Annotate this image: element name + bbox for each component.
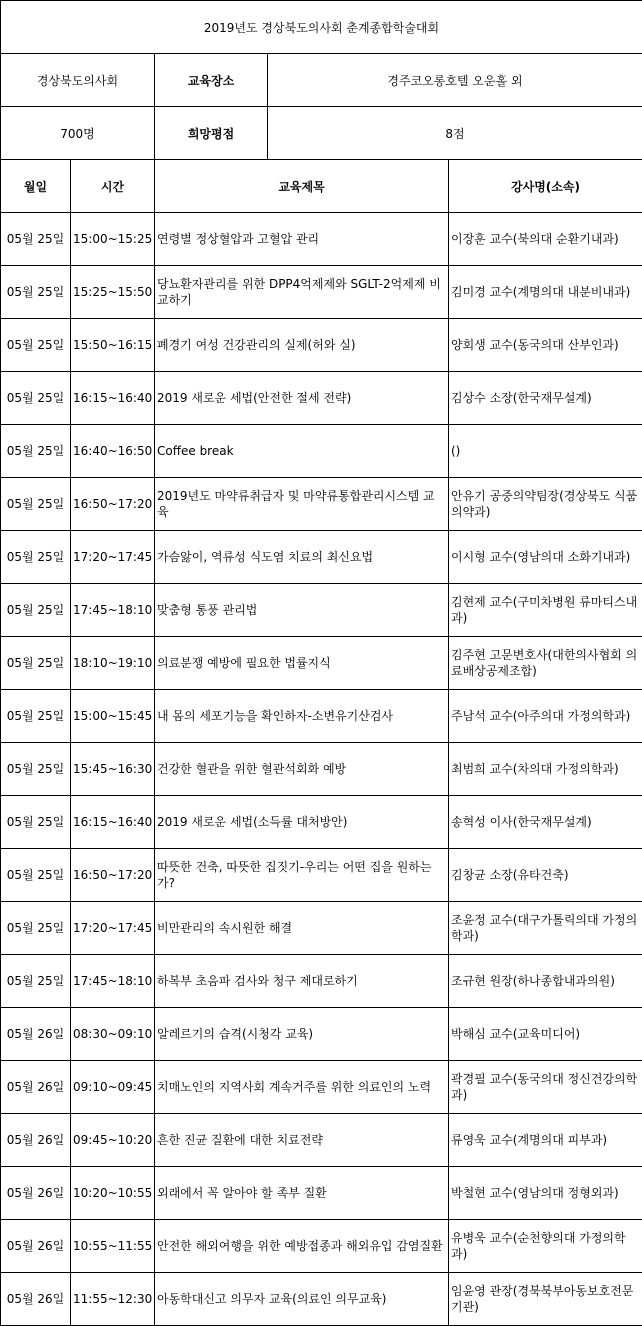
table-row [1, 1114, 642, 1167]
table-row [1, 1273, 642, 1326]
row-lecturer: 류영욱 교수(계명의대 피부과) [449, 1114, 642, 1167]
table-row [1, 584, 642, 637]
row-lecturer: 안유기 공중의약팀장(경상북도 식품의약과) [449, 478, 642, 531]
table-row [1, 955, 642, 1008]
row-time: 16:40~16:50 [71, 425, 155, 478]
table-row [1, 372, 642, 425]
row-subject: 외래에서 꼭 알아야 할 족부 질환 [155, 1167, 449, 1220]
row-date: 05월 25일 [1, 690, 71, 743]
row-time: 16:15~16:40 [71, 372, 155, 425]
header-time: 시간 [71, 160, 155, 213]
table-row [1, 319, 642, 372]
table-row [1, 1167, 642, 1220]
row-subject: 당뇨환자관리를 위한 DPP4억제제와 SGLT-2억제제 비교하기 [155, 266, 449, 319]
row-time: 11:55~12:30 [71, 1273, 155, 1326]
row-lecturer: 양회생 교수(동국의대 산부인과) [449, 319, 642, 372]
row-subject: 따뜻한 건축, 따뜻한 집짓기-우리는 어떤 집을 원하는가? [155, 849, 449, 902]
header-lecturer: 강사명(소속) [449, 160, 642, 213]
row-subject: 흔한 진균 질환에 대한 치료전략 [155, 1114, 449, 1167]
row-time: 17:45~18:10 [71, 955, 155, 1008]
table-row [1, 425, 642, 478]
row-time: 17:45~18:10 [71, 584, 155, 637]
header-date: 월일 [1, 160, 71, 213]
row-subject: 건강한 혈관을 위한 혈관석회화 예방 [155, 743, 449, 796]
row-subject: 의료분쟁 예방에 필요한 법률지식 [155, 637, 449, 690]
row-subject: 내 몸의 세포기능을 확인하자-소변유기산검사 [155, 690, 449, 743]
row-subject: 맞춤형 통풍 관리법 [155, 584, 449, 637]
score-value: 8점 [268, 107, 642, 160]
row-date: 05월 25일 [1, 796, 71, 849]
table-row [1, 213, 642, 266]
table-row [1, 637, 642, 690]
row-lecturer: 이장훈 교수(북의대 순환기내과) [449, 213, 642, 266]
table-row [1, 478, 642, 531]
row-lecturer: 임윤영 관장(경북북부아동보호전문기관) [449, 1273, 642, 1326]
row-subject: 아동학대신고 의무자 교육(의료인 의무교육) [155, 1273, 449, 1326]
row-subject: Coffee break [155, 425, 449, 478]
row-lecturer: 조규현 원장(하나종합내과의원) [449, 955, 642, 1008]
row-date: 05월 25일 [1, 584, 71, 637]
row-subject: 2019 새로운 세법(소득률 대처방안) [155, 796, 449, 849]
place-value: 경주코오롱호텔 오운홀 외 [268, 54, 642, 107]
row-lecturer: 박철현 교수(영남의대 정형외과) [449, 1167, 642, 1220]
row-time: 15:00~15:45 [71, 690, 155, 743]
row-time: 08:30~09:10 [71, 1008, 155, 1061]
table-row [1, 1008, 642, 1061]
row-date: 05월 25일 [1, 425, 71, 478]
row-lecturer: 송혁성 이사(한국재무설계) [449, 796, 642, 849]
row-time: 17:20~17:45 [71, 902, 155, 955]
score-label: 희망평점 [155, 107, 268, 160]
row-time: 16:50~17:20 [71, 478, 155, 531]
row-subject: 2019년도 마약류취급자 및 마약류통합관리시스템 교육 [155, 478, 449, 531]
row-lecturer: 김창균 소장(유타건축) [449, 849, 642, 902]
row-subject: 폐경기 여성 건강관리의 실제(허와 실) [155, 319, 449, 372]
row-date: 05월 25일 [1, 955, 71, 1008]
row-time: 15:25~15:50 [71, 266, 155, 319]
row-time: 10:20~10:55 [71, 1167, 155, 1220]
place-label: 교육장소 [155, 54, 268, 107]
table-row [1, 531, 642, 584]
row-subject: 안전한 해외여행을 위한 예방접종과 해외유입 감염질환 [155, 1220, 449, 1273]
row-date: 05월 26일 [1, 1167, 71, 1220]
row-lecturer: 최범희 교수(차의대 가정의학과) [449, 743, 642, 796]
row-lecturer: () [449, 425, 642, 478]
row-date: 05월 26일 [1, 1273, 71, 1326]
row-subject: 치매노인의 지역사회 계속거주를 위한 의료인의 노력 [155, 1061, 449, 1114]
row-lecturer: 김주현 고문변호사(대한의사협회 의료배상공제조합) [449, 637, 642, 690]
table-row [1, 902, 642, 955]
row-lecturer: 곽경필 교수(동국의대 정신건강의학과) [449, 1061, 642, 1114]
table-header-row [1, 160, 642, 213]
row-time: 17:20~17:45 [71, 531, 155, 584]
row-subject: 알레르기의 습격(시청각 교육) [155, 1008, 449, 1061]
row-lecturer: 김미경 교수(계명의대 내분비내과) [449, 266, 642, 319]
row-time: 09:45~10:20 [71, 1114, 155, 1167]
row-date: 05월 25일 [1, 902, 71, 955]
row-date: 05월 25일 [1, 266, 71, 319]
row-time: 10:55~11:55 [71, 1220, 155, 1273]
row-lecturer: 김상수 소장(한국재무설계) [449, 372, 642, 425]
table-row [1, 690, 642, 743]
table-row [1, 1220, 642, 1273]
row-subject: 연령별 정상혈압과 고혈압 관리 [155, 213, 449, 266]
table-row [1, 266, 642, 319]
row-time: 15:00~15:25 [71, 213, 155, 266]
table-row [1, 743, 642, 796]
row-date: 05월 25일 [1, 319, 71, 372]
row-date: 05월 26일 [1, 1008, 71, 1061]
row-lecturer: 김현제 교수(구미차병원 류마티스내과) [449, 584, 642, 637]
row-date: 05월 25일 [1, 531, 71, 584]
row-subject: 비만관리의 속시원한 해결 [155, 902, 449, 955]
row-date: 05월 25일 [1, 372, 71, 425]
row-date: 05월 25일 [1, 637, 71, 690]
table-row [1, 1061, 642, 1114]
row-time: 15:50~16:15 [71, 319, 155, 372]
organizer-cell: 경상북도의사회 [1, 54, 155, 107]
attendees-cell: 700명 [1, 107, 155, 160]
row-lecturer: 박해심 교수(교육미디어) [449, 1008, 642, 1061]
row-date: 05월 25일 [1, 478, 71, 531]
row-time: 18:10~19:10 [71, 637, 155, 690]
row-time: 09:10~09:45 [71, 1061, 155, 1114]
page-title: 2019년도 경상북도의사회 춘계종합학술대회 [1, 1, 642, 54]
row-date: 05월 26일 [1, 1220, 71, 1273]
row-date: 05월 26일 [1, 1114, 71, 1167]
header-subject: 교육제목 [155, 160, 449, 213]
row-date: 05월 26일 [1, 1061, 71, 1114]
row-subject: 2019 새로운 세법(안전한 절세 전략) [155, 372, 449, 425]
row-lecturer: 이시형 교수(영남의대 소화기내과) [449, 531, 642, 584]
row-date: 05월 25일 [1, 849, 71, 902]
row-lecturer: 주남석 교수(아주의대 가정의학과) [449, 690, 642, 743]
row-date: 05월 25일 [1, 743, 71, 796]
row-time: 16:50~17:20 [71, 849, 155, 902]
row-date: 05월 25일 [1, 213, 71, 266]
row-subject: 가슴앓이, 역류성 식도염 치료의 최신요법 [155, 531, 449, 584]
row-time: 15:45~16:30 [71, 743, 155, 796]
row-subject: 하복부 초음파 검사와 청구 제대로하기 [155, 955, 449, 1008]
row-time: 16:15~16:40 [71, 796, 155, 849]
table-row [1, 796, 642, 849]
row-lecturer: 조윤정 교수(대구가톨릭의대 가정의학과) [449, 902, 642, 955]
table-row [1, 849, 642, 902]
row-lecturer: 유병욱 교수(순천향의대 가정의학과) [449, 1220, 642, 1273]
